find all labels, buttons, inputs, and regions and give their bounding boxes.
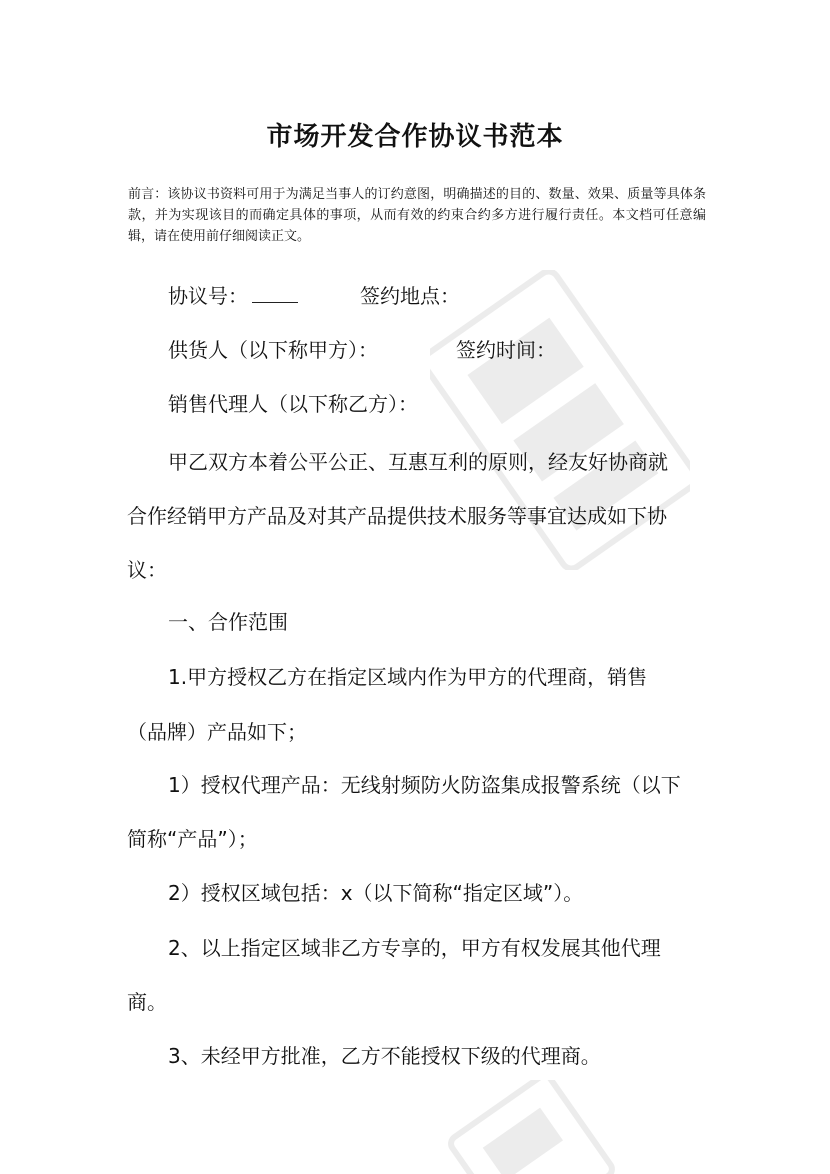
agreement-no-label: 协议号： [168, 284, 248, 308]
document-title: 市场开发合作协议书范本 [266, 122, 564, 152]
section-heading: 一、合作范围 [168, 610, 288, 634]
supplier-label: 供货人（以下称甲方）： [168, 338, 378, 362]
body-line: 2、以上指定区域非乙方专享的，甲方有权发展其他代理 [168, 936, 661, 960]
preface-text: 前言：该协议书资料可用于为满足当事人的订约意图，明确描述的目的、数量、效果、质量等具体条款，并为实现该目的而确定具体的事项，从而有效的约束合约多方进行履行责任。本文档可任意编辑，请在使用前仔细阅读正文。 [128, 187, 706, 244]
body-line: 合作经销甲方产品及对其产品提供技术服务等事宜达成如下协 [127, 504, 667, 528]
sign-place-label: 签约地点： [360, 284, 460, 308]
body-line: 3、未经甲方批准，乙方不能授权下级的代理商。 [168, 1044, 601, 1068]
agreement-info-row [168, 284, 460, 308]
agreement-no-blank [252, 284, 298, 303]
body-line: 议： [127, 558, 167, 582]
watermark-stamp-lower [420, 1080, 620, 1174]
body-line: 1.甲方授权乙方在指定区域内作为甲方的代理商，销售 [168, 665, 648, 689]
sign-time-label: 签约时间： [456, 338, 556, 362]
body-line: （品牌）产品如下； [127, 720, 307, 744]
agent-label: 销售代理人（以下称乙方）： [168, 392, 418, 416]
body-line: 1）授权代理产品：无线射频防火防盗集成报警系统（以下 [168, 773, 681, 797]
supplier-row [168, 338, 556, 362]
body-line: 简称“产品”）； [127, 827, 258, 851]
body-line: 甲乙双方本着公平公正、互惠互利的原则，经友好协商就 [168, 450, 668, 474]
body-line: 2）授权区域包括：x（以下简称“指定区域”）。 [168, 881, 584, 905]
body-line: 商。 [127, 990, 167, 1014]
